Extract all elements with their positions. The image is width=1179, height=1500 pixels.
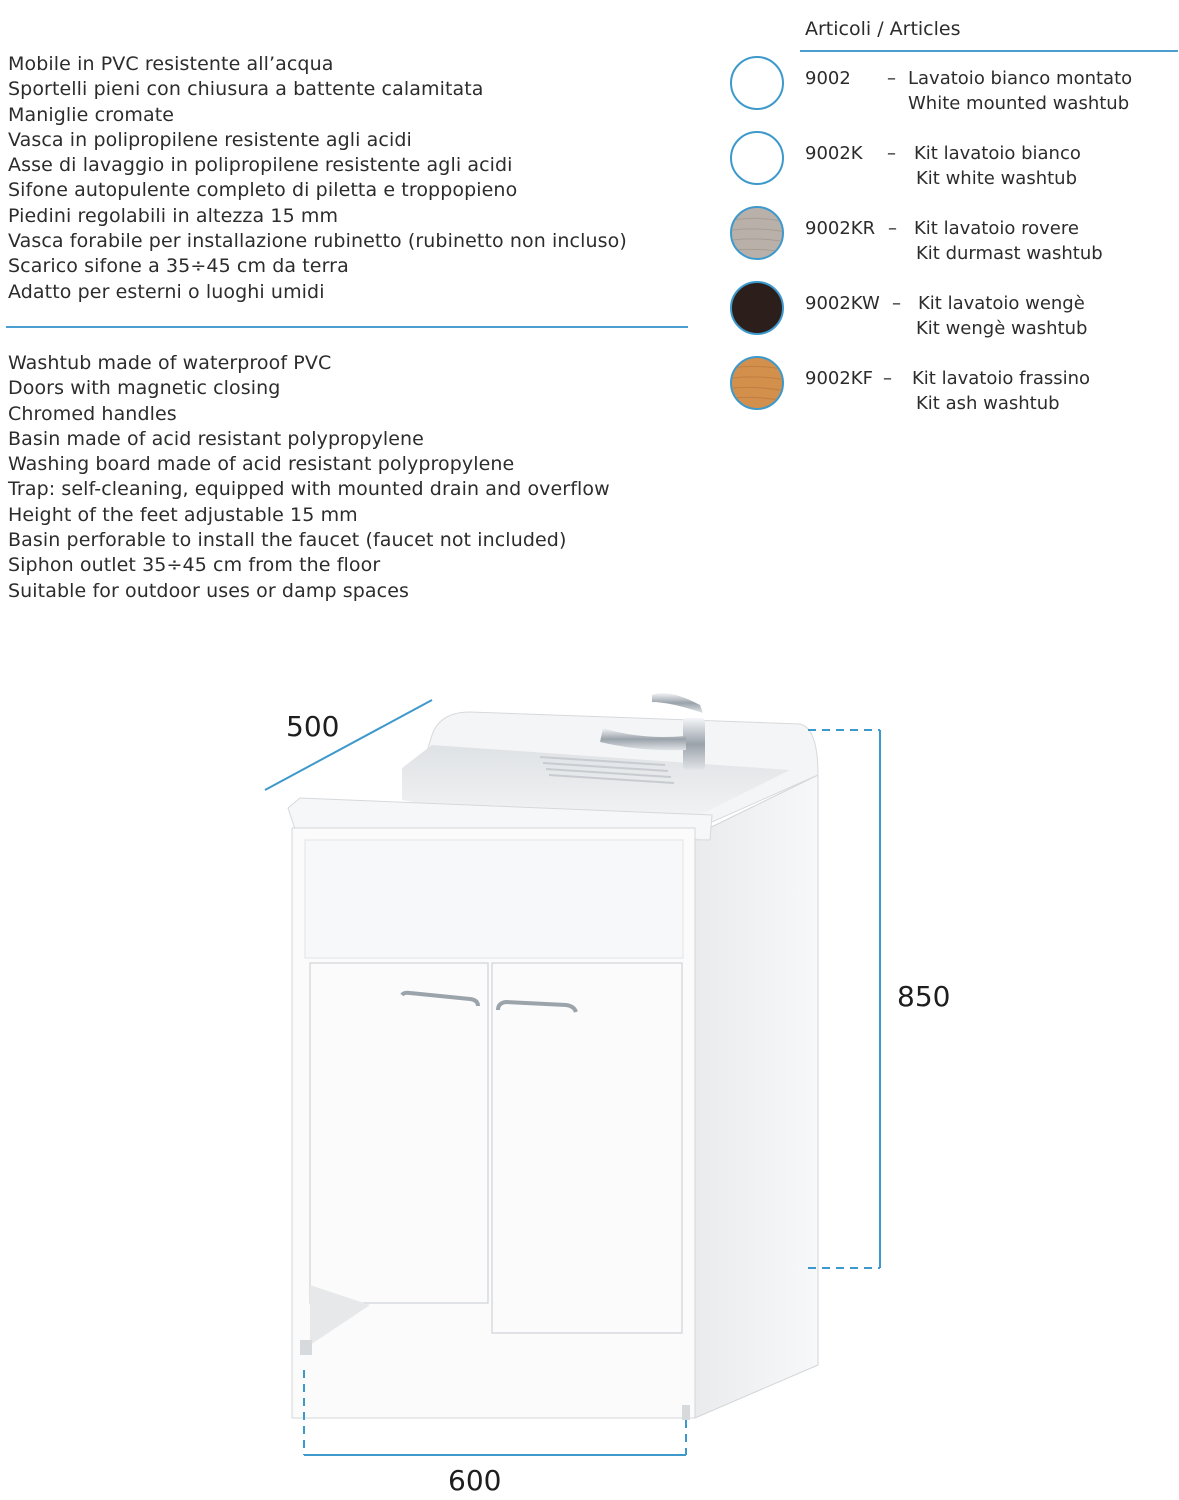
article-name-it: Kit lavatoio bianco <box>914 143 1081 164</box>
article-dash: – <box>887 143 896 164</box>
feature-line: Basin made of acid resistant polypropylene <box>8 427 424 450</box>
feature-line: Piedini regolabili in altezza 15 mm <box>8 204 339 227</box>
article-name-it: Lavatoio bianco montato <box>908 68 1133 89</box>
feature-line: Mobile in PVC resistente all’acqua <box>8 53 334 75</box>
feature-line: Vasca in polipropilene resistente agli acidi <box>8 128 412 151</box>
feature-line: Adatto per esterni o luoghi umidi <box>8 280 325 303</box>
article-name-it: Kit lavatoio wengè <box>918 293 1085 314</box>
feature-line: Maniglie cromate <box>8 103 175 126</box>
article-code: 9002K <box>805 143 863 164</box>
article-name-it: Kit lavatoio frassino <box>912 368 1091 389</box>
feature-line: Chromed handles <box>8 402 177 425</box>
depth-label: 500 <box>286 710 340 743</box>
left-door <box>310 963 488 1303</box>
article-dash: – <box>888 218 897 239</box>
feature-line: Scarico sifone a 35÷45 cm da terra <box>8 255 349 278</box>
left-foot <box>300 1340 312 1355</box>
articles-title: Articoli / Articles <box>805 18 961 40</box>
article-name-en: Kit wengè washtub <box>916 318 1088 339</box>
right-foot <box>682 1405 690 1420</box>
article-dash: – <box>883 368 892 389</box>
feature-line: Basin perforable to install the faucet (faucet not included) <box>8 529 567 552</box>
article-dash: – <box>887 68 896 89</box>
width-label: 600 <box>448 1464 502 1497</box>
feature-line: Trap: self-cleaning, equipped with mounted drain and overflow <box>8 478 610 501</box>
right-door <box>492 963 682 1333</box>
article-code: 9002KW <box>805 293 880 314</box>
height-label: 850 <box>897 980 951 1013</box>
article-code: 9002KF <box>805 368 873 389</box>
article-name-en: White mounted washtub <box>908 93 1130 114</box>
feature-line: Sportelli pieni con chiusura a battente calamitata <box>8 78 484 101</box>
article-code: 9002KR <box>805 218 876 239</box>
feature-line: Washtub made of waterproof PVC <box>8 352 332 374</box>
article-name-en: Kit ash washtub <box>916 393 1060 414</box>
feature-line: Suitable for outdoor uses or damp spaces <box>8 579 409 602</box>
article-name-en: Kit durmast washtub <box>916 243 1103 264</box>
feature-line: Asse di lavaggio in polipropilene resistente agli acidi <box>8 154 513 177</box>
article-code: 9002 <box>805 68 851 89</box>
article-name-it: Kit lavatoio rovere <box>914 218 1079 239</box>
feature-line: Doors with magnetic closing <box>8 377 281 400</box>
front-upper-panel <box>305 840 683 958</box>
feature-line: Sifone autopulente completo di piletta e troppopieno <box>8 179 518 202</box>
cabinet-side-panel <box>695 775 818 1418</box>
feature-line: Vasca forabile per installazione rubinetto (rubinetto non incluso) <box>8 230 627 253</box>
feature-line: Siphon outlet 35÷45 cm from the floor <box>8 554 381 577</box>
feature-line: Height of the feet adjustable 15 mm <box>8 503 358 526</box>
article-dash: – <box>892 293 901 314</box>
article-name-en: Kit white washtub <box>916 168 1077 189</box>
feature-line: Washing board made of acid resistant polypropylene <box>8 453 515 476</box>
